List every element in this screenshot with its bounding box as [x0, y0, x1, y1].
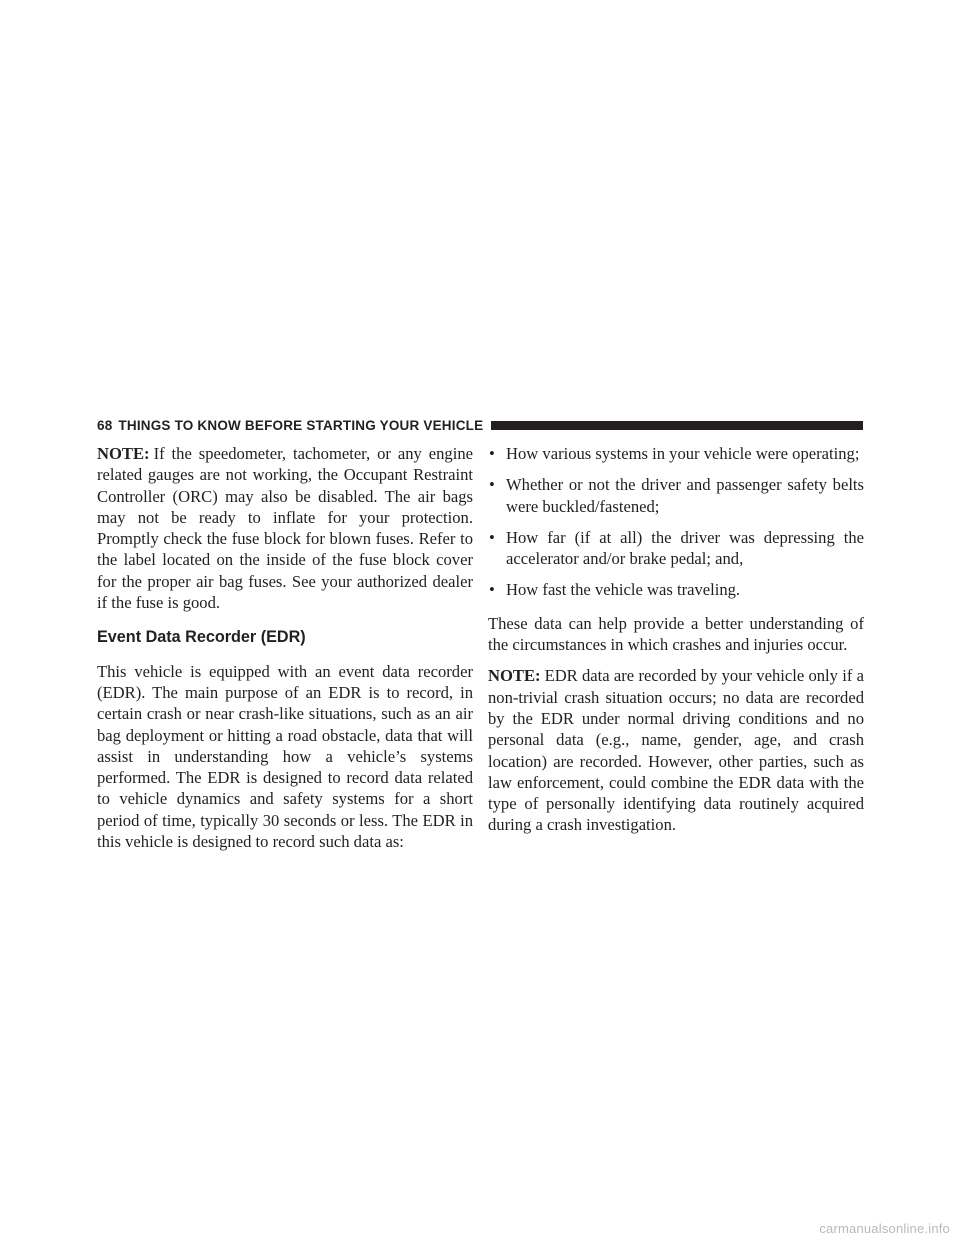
right-column: [488, 443, 864, 846]
bullet-list: [488, 443, 864, 601]
note-text: EDR data are recorded by your vehicle only if a non-trivial crash situation occurs; no data are recorded by the EDR under normal driving conditions and no personal data (e.g., name, gender, age, and crash location) are recorded. However, other parties, such as law enforcement, could combine the EDR data with the type of personally identifying data routinely acquired during a crash investigation.: [488, 666, 864, 835]
section-title: THINGS TO KNOW BEFORE STARTING YOUR VEHICLE: [118, 417, 484, 433]
note-paragraph: [97, 443, 473, 613]
watermark: carmanualsonline.info: [819, 1221, 950, 1236]
list-item: [488, 474, 864, 517]
page-header: [97, 414, 863, 436]
left-column: [97, 443, 473, 862]
list-item-text: Whether or not the driver and passenger safety belts were buckled/fastened;: [506, 475, 864, 516]
note-paragraph: [488, 665, 864, 835]
page-number: 68: [97, 417, 113, 433]
bullet-icon: •: [489, 580, 495, 600]
section-heading: Event Data Recorder (EDR): [97, 628, 306, 647]
summary-paragraph: These data can help provide a better understanding of the circumstances in which crashes and injuries occur.: [488, 613, 864, 655]
edr-paragraph: This vehicle is equipped with an event data recorder (EDR). The main purpose of an EDR is to record, in certain crash or near crash-like situations, such as an air bag deployment or hitting a road obstacle, data that will assist in understanding how a vehicle’s systems performed. The EDR is designed to record data related to vehicle dynamics and safety systems for a short period of time, typically 30 seconds or less. The EDR in this vehicle is designed to record such data as:: [97, 661, 473, 852]
bullet-icon: •: [489, 475, 495, 495]
header-rule: [491, 421, 863, 430]
list-item: [488, 443, 864, 464]
list-item-text: How far (if at all) the driver was depressing the accelerator and/or brake pedal; and,: [506, 527, 864, 569]
list-item-text: How various systems in your vehicle were operating;: [506, 444, 860, 463]
list-item: [488, 527, 864, 570]
bullet-icon: •: [489, 444, 495, 463]
list-item: [488, 579, 864, 600]
note-text: If the speedometer, tachometer, or any engine related gauges are not working, the Occupant Restraint Controller (ORC) may also be disabled. The air bags may not be ready to inflate for your protection. Promptly check the fuse block for blown fuses. Refer to the label located on the inside of the fuse block cover for the proper air bag fuses. See your authorized dealer if the fuse is good.: [97, 444, 473, 613]
bullet-icon: •: [489, 527, 495, 547]
header-text: [97, 418, 483, 433]
note-label: NOTE:: [97, 444, 150, 463]
note-label: NOTE:: [488, 666, 541, 686]
list-item-text: How fast the vehicle was traveling.: [506, 580, 741, 600]
